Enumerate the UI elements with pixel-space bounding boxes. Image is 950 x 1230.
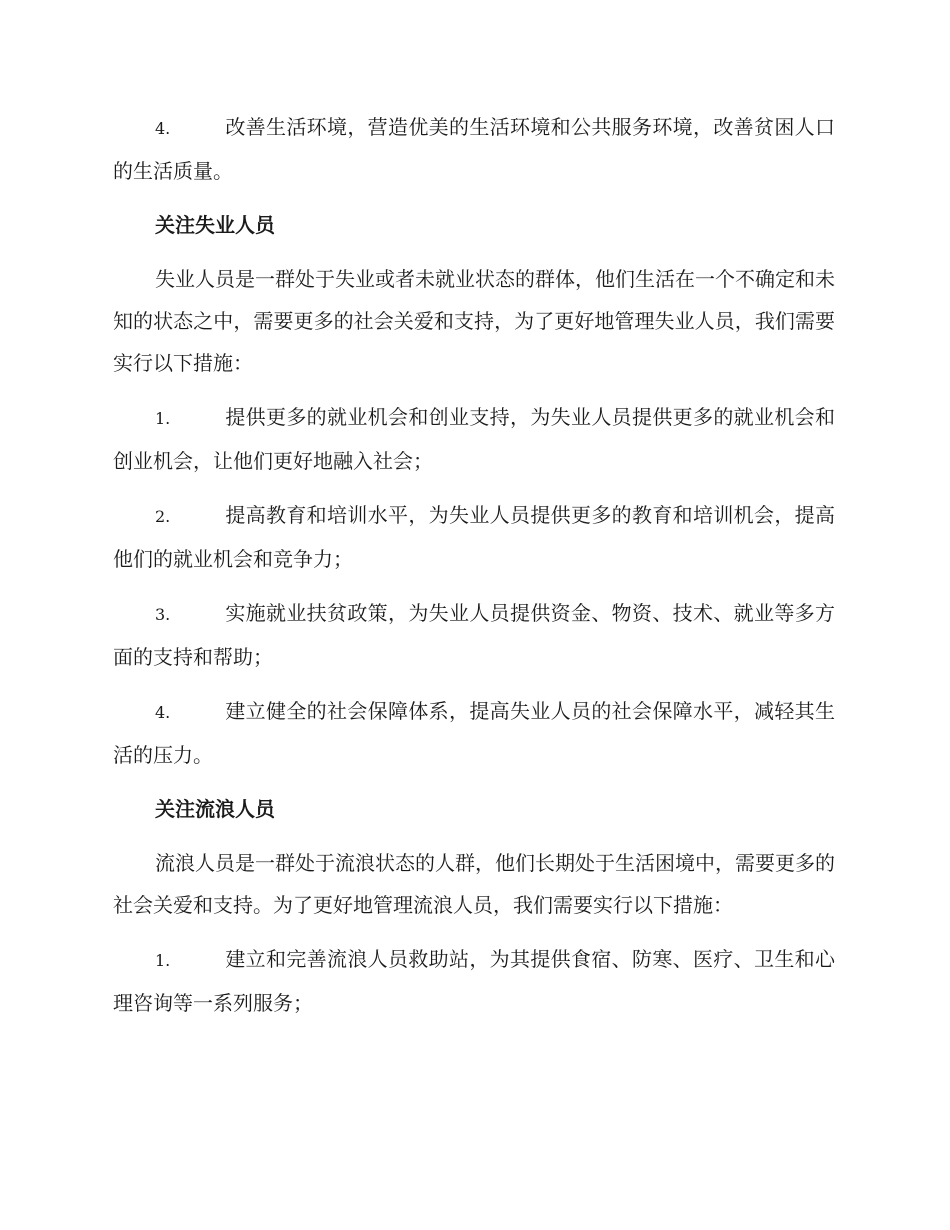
list-item — [113, 938, 835, 1024]
list-number: 1. — [155, 409, 171, 428]
list-number: 4. — [155, 703, 171, 722]
section-heading: 关注流浪人员 — [155, 797, 275, 821]
list-number: 1. — [155, 951, 171, 970]
list-number: 2. — [155, 507, 171, 526]
list-text: 提供更多的就业机会和创业支持，为失业人员提供更多的就业机会和创业机会，让他们更好地融入社会； — [113, 405, 835, 473]
section-heading: 关注失业人员 — [155, 213, 275, 237]
list-text: 建立健全的社会保障体系，提高失业人员的社会保障水平，减轻其生活的压力。 — [113, 699, 835, 767]
list-item — [113, 106, 835, 192]
paragraph: 流浪人员是一群处于流浪状态的人群，他们长期处于生活困境中，需要更多的社会关爱和支持。为了更好地管理流浪人员，我们需要实行以下措施： — [113, 851, 835, 917]
list-item — [113, 396, 835, 482]
list-text: 改善生活环境，营造优美的生活环境和公共服务环境，改善贫困人口的生活质量。 — [113, 115, 835, 183]
list-text: 建立和完善流浪人员救助站，为其提供食宿、防寒、医疗、卫生和心理咨询等一系列服务； — [113, 947, 835, 1015]
list-text: 提高教育和培训水平，为失业人员提供更多的教育和培训机会，提高他们的就业机会和竞争力； — [113, 503, 835, 571]
list-item — [113, 494, 835, 580]
paragraph: 失业人员是一群处于失业或者未就业状态的群体，他们生活在一个不确定和未知的状态之中，需要更多的社会关爱和支持，为了更好地管理失业人员，我们需要实行以下措施： — [113, 267, 835, 375]
list-number: 3. — [155, 605, 171, 624]
list-item — [113, 592, 835, 678]
list-item — [113, 690, 835, 776]
list-text: 实施就业扶贫政策，为失业人员提供资金、物资、技术、就业等多方面的支持和帮助； — [113, 601, 835, 669]
document-page — [113, 106, 835, 1024]
list-number: 4. — [155, 119, 171, 138]
